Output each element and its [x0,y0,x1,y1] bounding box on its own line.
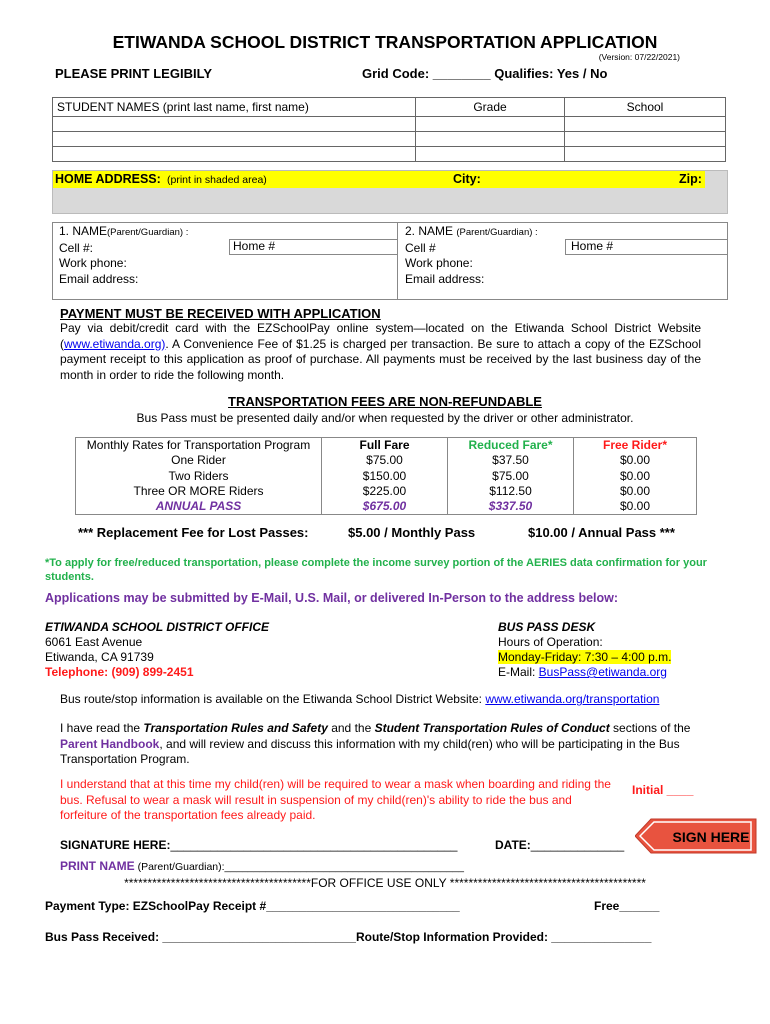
payment-heading: PAYMENT MUST BE RECEIVED WITH APPLICATION [60,306,381,321]
full-fare-value: $150.00 [362,468,407,483]
col-school: School [565,98,726,117]
reduced-fare-title: Reduced Fare* [468,438,553,452]
payment-type-line[interactable]: Payment Type: EZSchoolPay Receipt #_____________________________ [45,899,460,913]
parent2-work: Work phone: [405,256,473,270]
full-fare-annual: $675.00 [362,499,407,514]
free-rider-annual: $0.00 [619,499,651,514]
home-address-label: HOME ADDRESS: [55,172,161,186]
free-rider-title: Free Rider* [602,438,668,452]
reduced-fare-value: $112.50 [489,483,532,498]
rates-table [75,437,697,515]
student-row[interactable] [53,117,726,132]
office-street: 6061 East Avenue [45,635,143,649]
full-fare-title: Full Fare [359,438,410,452]
full-fare-value: $75.00 [366,453,403,468]
signature-line[interactable]: SIGNATURE HERE:___________________________________________ [60,838,458,852]
replacement-annual: $10.00 / Annual Pass *** [528,525,675,540]
parent1-work: Work phone: [59,256,127,270]
bus-desk-hours: Monday-Friday: 7:30 – 4:00 p.m. [498,650,672,664]
parent2-email: Email address: [405,271,485,286]
city-label: City: [453,172,481,186]
parent2-cell: Cell # [405,240,436,255]
full-fare-value: $225.00 [362,483,407,498]
home-address-field[interactable] [52,170,728,214]
reduced-fare-value: $75.00 [492,468,529,483]
sign-here-label: SIGN HERE [672,829,750,845]
rate-row: Two Riders [168,468,229,483]
parent2-name-hint: (Parent/Guardian) : [456,227,538,238]
initial-field[interactable]: Initial ____ [632,783,694,797]
replacement-label: *** Replacement Fee for Lost Passes: [78,525,309,540]
annual-pass-label: ANNUAL PASS [155,499,242,514]
bus-desk-hours-label: Hours of Operation: [498,635,603,649]
student-table [52,97,726,162]
free-line[interactable]: Free______ [594,899,660,913]
free-rider-value: $0.00 [619,468,651,483]
parent-handbook: Parent Handbook [60,736,160,751]
parent1-home: Home # [233,239,276,253]
rate-row: One Rider [171,453,226,468]
parent2-name-label: 2. NAME [405,224,454,238]
office-title: ETIWANDA SCHOOL DISTRICT OFFICE [45,620,269,634]
free-rider-value: $0.00 [619,483,651,498]
submit-note: Applications may be submitted by E-Mail, U.S. Mail, or delivered In-Person to the address below: [45,591,619,605]
col-student-names: STUDENT NAMES (print last name, first name) [53,98,416,117]
parent2-home: Home # [571,239,614,253]
student-row[interactable] [53,132,726,147]
parent1-cell: Cell #: [59,240,94,255]
fees-heading: TRANSPORTATION FEES ARE NON-REFUNDABLE [228,394,542,409]
reduced-fare-value: $37.50 [492,453,529,468]
parent1-name-label: 1. NAME [59,224,108,238]
rate-row: Three OR MORE Riders [133,483,264,498]
version-label: (Version: 07/22/2021) [598,52,680,62]
date-line[interactable]: DATE:______________ [495,838,625,852]
mask-notice: I understand that at this time my child(ren) will be required to wear a mask when boarding and riding the bus. Refusal to wear a mask will result in suspension of my child(ren)'s ability to ride the bus and forfeiture of the transportation fees already paid. [60,777,611,822]
payment-text: Pay via debit/credit card with the EZSchoolPay online system—located on the Etiwanda School District Website (www.etiwanda.org). A Convenience Fee of $1.25 is charged per transaction. Be sure to attach a copy of the EZSchool payment receipt to this application as proof of purchase. All payments must be received by the last business day of the month in order to ride the following month. [60,321,701,382]
fees-subtext: Bus Pass must be presented daily and/or when requested by the driver or other administrator. [136,411,634,425]
parent1-email: Email address: [59,271,139,286]
district-website-link[interactable]: www.etiwanda.org) [64,336,166,351]
zip-label: Zip: [679,172,702,186]
student-row[interactable] [53,147,726,162]
col-grade: Grade [416,98,565,117]
rate-col-title: Monthly Rates for Transportation Program [86,438,311,452]
office-use-banner: ****************************************FOR OFFICE USE ONLY ****************************************** [124,876,646,890]
print-name-line[interactable]: PRINT NAME (Parent/Guardian):_________________________________________ [60,859,464,873]
bus-desk-email-label: E-Mail: [498,665,539,679]
bus-pass-received-line[interactable]: Bus Pass Received: _____________________________Route/Stop Information Provided: _______________ [45,930,652,944]
parent1-name-hint: (Parent/Guardian) : [107,227,189,238]
parent-info-box[interactable] [52,222,728,300]
sign-here-arrow-icon [635,818,757,854]
agreement-text: I have read the Transportation Rules and Safety and the Student Transportation Rules of Conduct sections of the Parent Handbook, and will review and discuss this information with my child(ren) who will be participating in the Bus Transportation Program. [60,721,691,766]
page-title: ETIWANDA SCHOOL DISTRICT TRANSPORTATION APPLICATION [112,32,658,52]
transportation-link[interactable]: www.etiwanda.org/transportation [485,692,660,706]
office-phone: Telephone: (909) 899-2451 [45,665,194,679]
office-city: Etiwanda, CA 91739 [45,650,154,664]
print-legibly: PLEASE PRINT LEGIBILY [55,66,212,81]
bus-desk-title: BUS PASS DESK [498,620,596,634]
home-address-hint: (print in shaded area) [167,174,267,186]
reduced-fare-note: *To apply for free/reduced transportation, please complete the income survey portion of the AERIES data confirmation for your students. [45,557,707,583]
route-info-provided: Route/Stop Information Provided: [355,930,552,944]
reduced-fare-annual: $337.50 [488,499,533,514]
grid-code: Grid Code: ________ Qualifies: Yes / No [362,66,608,81]
replacement-monthly: $5.00 / Monthly Pass [348,525,476,540]
route-info: Bus route/stop information is available on the Etiwanda School District Website: www.etiwanda.org/transportation [60,692,660,706]
free-rider-value: $0.00 [619,453,651,468]
bus-desk-email-link[interactable]: BusPass@etiwanda.org [538,665,667,679]
